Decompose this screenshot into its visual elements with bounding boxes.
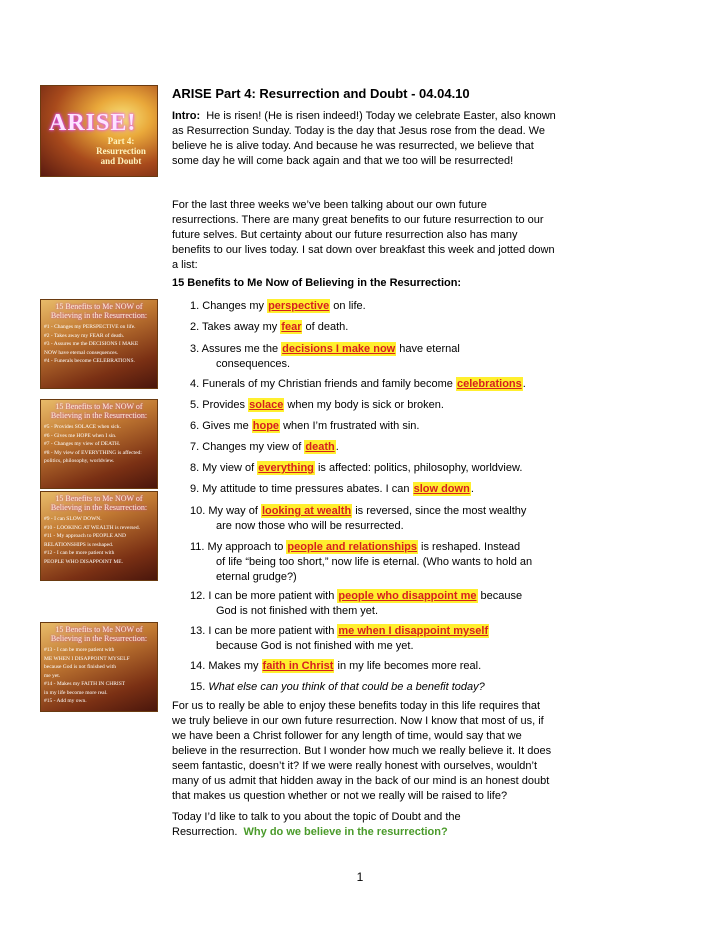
highlight: me when I disappoint myself <box>338 625 489 637</box>
highlight: faith in Christ <box>262 660 334 672</box>
slide-items: #13 - I can be more patient with ME WHEN I DISAPPOINT MYSELF because God is not finished with me yet. #14 - Makes my FAITH IN CHRIST in my life become more real. #15 - Add my own. <box>44 647 130 704</box>
paragraph-3: For us to really be able to enjoy these benefits today in this life requires that we truly believe in our own future resurrection. Now I know that most of us, if we have been a Christ follower for any length of time, would say that we believe in the resurrection. But I wonder how much we really believe it. It does seem fantastic, doesn’t it? If we were really honest with ourselves, wouldn’t many of us admit that hidden away in the back of our mind is an honest doubt that makes us question whether or not we really will be raised to life? <box>172 700 552 802</box>
highlight: slow down <box>413 483 470 495</box>
paragraph-4: Today I’d like to talk to you about the topic of Doubt and the Resurrection. Why do we believe in the resurrection? <box>172 811 461 838</box>
intro-text: He is risen! (He is risen indeed!) Today we celebrate Easter, also known as Resurrection Sunday. Today is the day that Jesus rose from the dead. We believe he is alive today. And because he was resurrected, we believe that some day he will come back again and that we too will be resurrected! <box>172 110 556 167</box>
list-item: 10. My way of looking at wealth is reversed, since the most wealthy are now those who will be resurrected. <box>190 505 527 532</box>
list-item: 3. Assures me the decisions I make now have eternal consequences. <box>190 343 460 370</box>
list-title: 15 Benefits to Me Now of Believing in the Resurrection: <box>172 277 462 289</box>
list-item: 2. Takes away my fear of death. <box>190 321 349 333</box>
highlight: decisions I make now <box>282 343 396 355</box>
benefits-slide-1 <box>40 299 158 389</box>
slide-title-text: ARISE! <box>49 110 137 136</box>
list-item: 7. Changes my view of death. <box>190 441 339 453</box>
paragraph-2: For the last three weeks we’ve been talking about our own future resurrections. There are many great benefits to our future resurrection to our future selves. But certainty about our future resurrection also has many benefits to our lives today. I sat down over breakfast this week and jotted down a list: <box>172 199 555 271</box>
title-slide-image <box>40 85 158 177</box>
list-item: 9. My attitude to time pressures abates. I can slow down. <box>190 483 474 495</box>
list-item: 12. I can be more patient with people who disappoint me because God is not finished with them yet. <box>190 590 523 617</box>
slide-subtitle: Part 4: Resurrection and Doubt <box>96 136 146 166</box>
list-item: 15. What else can you think of that could be a benefit today? <box>190 681 485 693</box>
highlight: hope <box>252 420 280 432</box>
highlight: looking at wealth <box>261 505 352 517</box>
highlight: perspective <box>268 300 330 312</box>
slide-header: 15 Benefits to Me NOW of Believing in the Resurrection: <box>50 494 148 512</box>
slide-header: 15 Benefits to Me NOW of Believing in the Resurrection: <box>50 402 148 420</box>
slide-items: #5 - Provides SOLACE when sick. #6 - Gives me HOPE when I sin. #7 - Changes my view of DEATH. #8 - My view of EVERYTHING is affected: politics, philosophy, worldview. <box>44 424 142 464</box>
list-item: 8. My view of everything is affected: politics, philosophy, worldview. <box>190 462 523 474</box>
document-title: ARISE Part 4: Resurrection and Doubt - 04.04.10 <box>172 86 470 101</box>
page-number: 1 <box>356 870 364 884</box>
highlight: people and relationships <box>287 541 417 553</box>
list-item: 1. Changes my perspective on life. <box>190 300 366 312</box>
list-item: 6. Gives me hope when I’m frustrated with sin. <box>190 420 420 432</box>
list-item: 14. Makes my faith in Christ in my life becomes more real. <box>190 660 482 672</box>
slide-header: 15 Benefits to Me NOW of Believing in the Resurrection: <box>50 625 148 643</box>
list-item: 11. My approach to people and relationships is reshaped. Instead of life “being too short,” now life is eternal. (Who wants to hold an eternal grudge?) <box>190 541 533 583</box>
benefits-slide-3 <box>40 491 158 581</box>
highlight: fear <box>281 321 302 333</box>
list-item: 4. Funerals of my Christian friends and family become celebrations. <box>190 378 526 390</box>
key-question: Why do we believe in the resurrection? <box>243 826 448 838</box>
highlight: death <box>305 441 335 453</box>
benefits-slide-2 <box>40 399 158 489</box>
benefits-slide-4 <box>40 622 158 712</box>
highlight: celebrations <box>456 378 522 390</box>
slide-items: #9 - I can SLOW DOWN. #10 - LOOKING AT WEALTH is reversed. #11 - My approach to PEOPLE AND RELATIONSHIPS is reshaped. #12 - I can be more patient with PEOPLE WHO DISAPPOINT ME. <box>44 516 140 565</box>
intro-label: Intro: <box>172 110 201 122</box>
list-item: 13. I can be more patient with me when I disappoint myself because God is not finished with me yet. <box>190 625 489 652</box>
slide-items: #1 - Changes my PERSPECTIVE on life. #2 - Takes away my FEAR of death. #3 - Assures me the DECISIONS I MAKE NOW have eternal consequences. #4 - Funerals become CELEBRATIONS. <box>44 324 139 364</box>
highlight: people who disappoint me <box>338 590 477 602</box>
intro-paragraph <box>172 109 556 169</box>
highlight: solace <box>249 399 284 411</box>
list-item: 5. Provides solace when my body is sick or broken. <box>190 399 444 411</box>
highlight: everything <box>258 462 314 474</box>
slide-header: 15 Benefits to Me NOW of Believing in the Resurrection: <box>50 302 148 320</box>
